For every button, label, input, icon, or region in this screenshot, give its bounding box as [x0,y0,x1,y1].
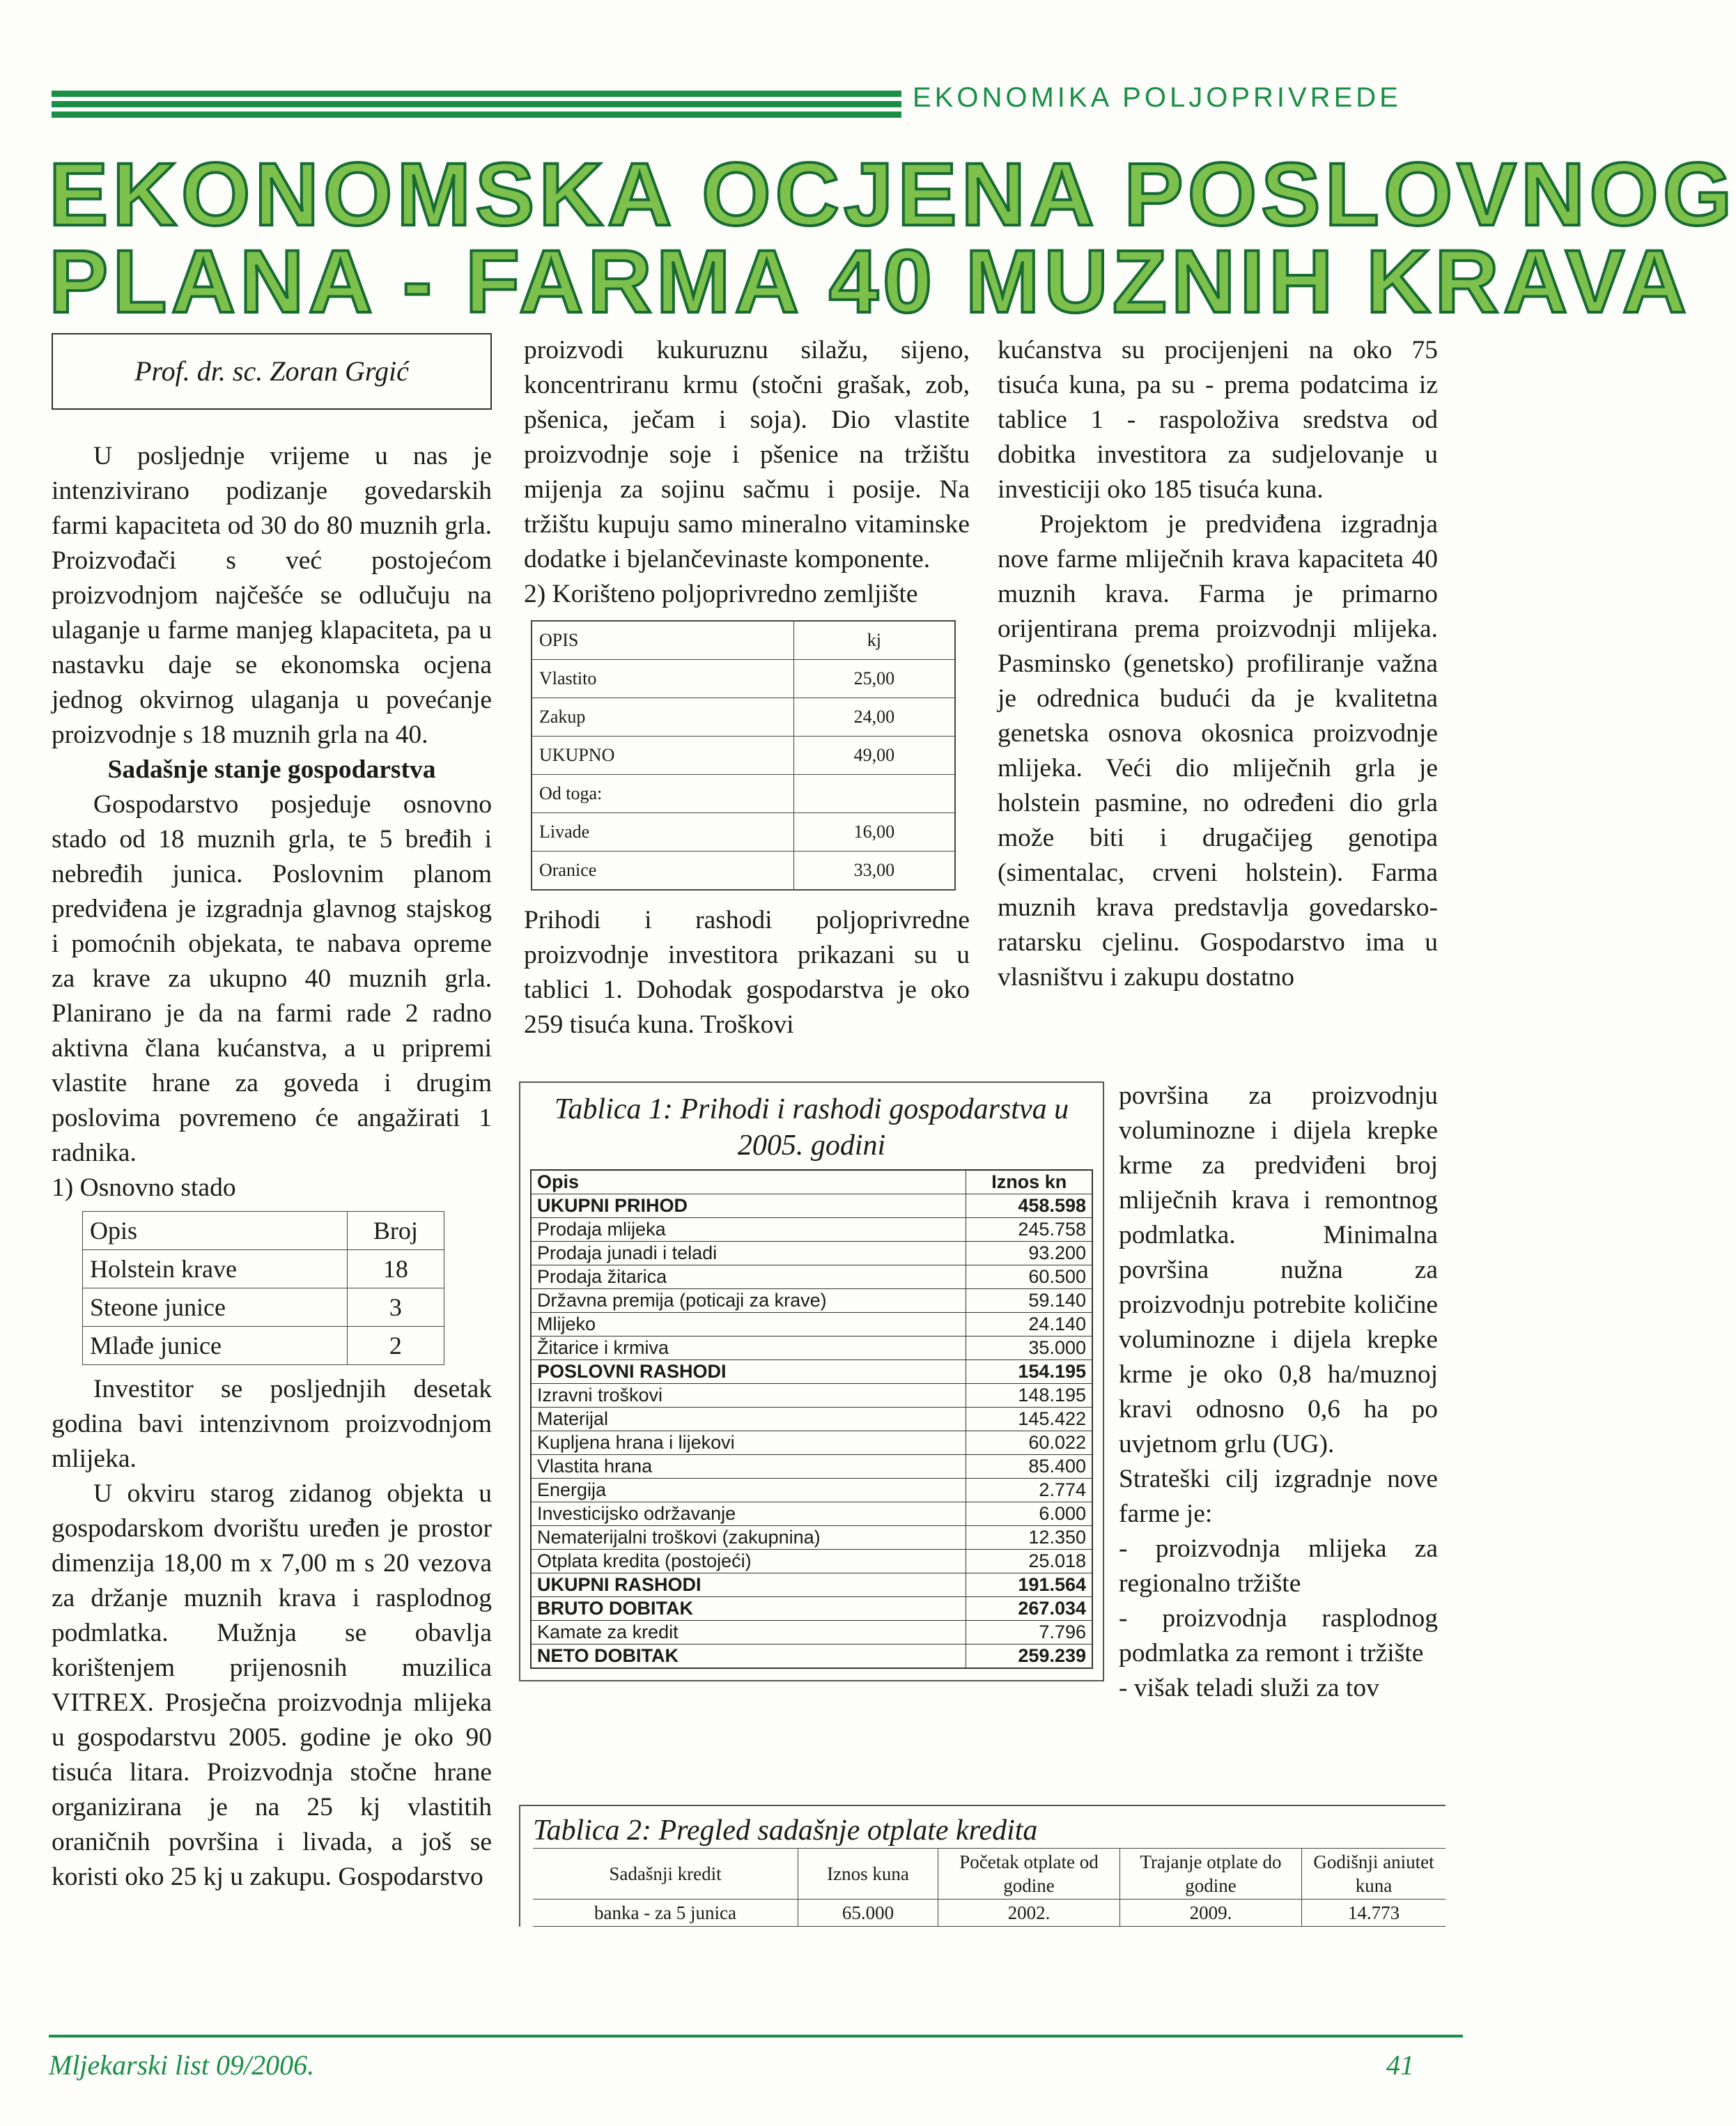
table-cell: Energija [531,1479,966,1502]
table-cell: 7.796 [966,1621,1092,1644]
table-cell: 49,00 [793,737,955,775]
table-cell: Otplata kredita (postojeći) [531,1550,966,1573]
table-cell: UKUPNI RASHODI [531,1573,966,1597]
table-cell: 191.564 [966,1573,1092,1597]
table-cell: 3 [347,1288,444,1327]
paragraph: Gospodarstvo posjeduje osnovno stado od 18 muznih grla, te 5 bređih i nebređih junica. Poslovnim planom predviđena je izgradnja glavnog stajskog i pomoćnih objekata, te nabava opreme za krave za ukupno 40 muznih grla. Planirano je da na farmi rade 2 radno aktivna člana kućanstva, a u pripremi vlastite hrane za goveda i drugim poslovima povremeno će angažirati 1 radnika. [52,790,492,1167]
table-cell: Mlijeko [531,1313,966,1337]
table-row [531,1360,1092,1384]
table-cell: Nematerijalni troškovi (zakupnina) [531,1526,966,1550]
table-cell: 267.034 [966,1597,1092,1621]
table-cell [793,775,955,813]
paragraph: Projektom je predviđena izgradnja nove farme mliječnih krava kapaciteta 40 muznih krava. Farma je primarno orijentirana prema proizvodnji mlijeka. Pasminsko (genetsko) profiliranje važna je odrednica budući da je kvalitetna genetska osnova okosnica proizvodnje mlijeka. Veći dio mliječnih grla je holstein pasmine, no određeni dio grla može biti i drugačijeg genotipa (simentalac, crveni holstein). Farma muznih krava predstavlja govedarsko-ratarsku cjelinu. Gospodarstvo ima u vlasništvu i zakupu dostatno [998,510,1438,992]
table-cell: 259.239 [966,1644,1092,1669]
list-item: - proizvodnja rasplodnog podmlatka za remont i tržište [1119,1604,1438,1667]
table-cell: 24.140 [966,1313,1092,1337]
table-cell: 24,00 [793,698,955,737]
table-header: Sadašnji kredit [533,1849,798,1900]
table-cell: 33,00 [793,852,955,891]
table-cell: 145.422 [966,1408,1092,1431]
table-cell: banka - za 5 junica [533,1900,798,1927]
author: Prof. dr. sc. Zoran Grgić [52,333,492,410]
header-rule [52,91,901,122]
table-row [531,1313,1092,1337]
page-number: 41 [1386,2049,1414,2081]
table-row [531,1597,1092,1621]
table-row [531,1502,1092,1526]
table-cell: 16,00 [793,813,955,852]
table-header: kj [793,621,955,660]
table-2-caption: Tablica 2: Pregled sadašnje otplate kredita [533,1815,1038,1847]
table-cell: Holstein krave [83,1250,348,1288]
table-cell: Steone junice [83,1288,348,1327]
table-header: Opis [83,1212,348,1250]
table-row [531,1526,1092,1550]
table-2 [533,1848,1446,1927]
goal-list [1119,1532,1438,1706]
table-cell: Zakup [532,698,793,737]
column-1 [52,439,492,1895]
table-header: OPIS [532,621,793,660]
table-cell: 25,00 [793,660,955,698]
column-3 [998,333,1438,995]
table-cell: 60.500 [966,1265,1092,1289]
table-cell: 93.200 [966,1242,1092,1265]
column-3-continued [1119,1079,1438,1706]
table-cell: Mlađe junice [83,1327,348,1365]
table-row [531,1194,1092,1218]
footer-publication: Mljekarski list 09/2006. [49,2049,315,2081]
list-label: 1) Osnovno stado [52,1173,236,1202]
table-cell: Žitarice i krmiva [531,1337,966,1360]
table-cell: Kamate za kredit [531,1621,966,1644]
table-cell: BRUTO DOBITAK [531,1597,966,1621]
table-row [531,1408,1092,1431]
section-label: EKONOMIKA POLJOPRIVREDE [913,82,1402,113]
footer-rule [49,2035,1463,2038]
paragraph: Investitor se posljednjih desetak godina bavi intenzivnom proizvodnjom mlijeka. [52,1375,492,1473]
table-cell: 59.140 [966,1289,1092,1313]
table-1-caption: Tablica 1: Prihodi i rashodi gospodarstva u 2005. godini [554,1093,1069,1162]
table-cell: Livade [532,813,793,852]
table-cell: 18 [347,1250,444,1288]
paragraph: Strateški cilj izgradnje nove farme je: [1119,1465,1438,1528]
title-line-1: EKONOMSKA OCJENA POSLOVNOG [49,145,1736,245]
table-2-box [519,1805,1446,1927]
table-header: Iznos kuna [798,1849,938,1900]
table-cell: 154.195 [966,1360,1092,1384]
table-cell: 60.022 [966,1431,1092,1455]
table-row [531,1265,1092,1289]
table-cell: 85.400 [966,1455,1092,1479]
land-table [531,620,956,891]
table-1 [530,1169,1093,1669]
table-cell: Izravni troškovi [531,1384,966,1408]
table-cell: Prodaja junadi i teladi [531,1242,966,1265]
table-cell: Od toga: [532,775,793,813]
table-cell: Prodaja mlijeka [531,1218,966,1242]
table-header: Iznos kn [966,1170,1092,1194]
table-cell: 14.773 [1302,1900,1446,1927]
table-row [531,1644,1092,1669]
table-cell: 2002. [938,1900,1120,1927]
table-cell: UKUPNO [532,737,793,775]
table-row [531,1550,1092,1573]
table-row [531,1384,1092,1408]
table-cell: Kupljena hrana i lijekovi [531,1431,966,1455]
list-label: 2) Korišteno poljoprivredno zemljište [524,580,918,608]
table-cell: 65.000 [798,1900,938,1927]
table-cell: 2.774 [966,1479,1092,1502]
table-cell: Vlastito [532,660,793,698]
table-header: Trajanje otplate do godine [1120,1849,1302,1900]
table-1-box [519,1081,1104,1681]
paragraph: kućanstva su procijenjeni na oko 75 tisuća kuna, pa su - prema podatcima iz tablice 1 - raspoloživa sredstva od dobitka investitora za sudjelovanje u investiciji oko 185 tisuća kuna. [998,336,1438,504]
table-row [531,1337,1092,1360]
table-row [531,1621,1092,1644]
table-cell: Materijal [531,1408,966,1431]
table-row [531,1479,1092,1502]
table-cell: Državna premija (poticaji za krave) [531,1289,966,1313]
table-cell: UKUPNI PRIHOD [531,1194,966,1218]
table-row [531,1573,1092,1597]
table-cell: POSLOVNI RASHODI [531,1360,966,1384]
table-cell: 12.350 [966,1526,1092,1550]
subheading: Sadašnje stanje gospodarstva [107,755,436,784]
table-header: Godišnji aniutet kuna [1302,1849,1446,1900]
table-cell: 148.195 [966,1384,1092,1408]
table-cell: Investicijsko održavanje [531,1502,966,1526]
paragraph: površina za proizvodnju voluminozne i dijela krepke krme za predviđeni broj mliječnih krava i remontnog podmlatka. Minimalna površina nužna za proizvodnju potrebite količine voluminozne i dijela krepke krme je oko 0,8 ha/muznoj kravi odnosno 0,6 ha po uvjetnom grlu (UG). [1119,1081,1438,1458]
list-item: - višak teladi služi za tov [1119,1674,1379,1702]
table-header: Opis [531,1170,966,1194]
table-row [531,1218,1092,1242]
table-cell: 458.598 [966,1194,1092,1218]
table-row [531,1431,1092,1455]
table-cell: Prodaja žitarica [531,1265,966,1289]
table-cell: 25.018 [966,1550,1092,1573]
paragraph: U posljednje vrijeme u nas je intenzivirano podizanje govedarskih farmi kapaciteta od 30 do 80 muznih grla. Proizvođači s već postojećom proizvodnjom najčešće se odlučuju na ulaganje u farme manjeg klapaciteta, pa u nastavku daje se ekonomska ocjena jednog okvirnog ulaganja u povećanje proizvodnje s 18 muznih grla na 40. [52,442,492,749]
table-cell: Vlastita hrana [531,1455,966,1479]
title-line-2: PLANA - FARMA 40 MUZNIH KRAVA [49,232,1691,332]
herd-table [82,1211,444,1365]
table-cell: 6.000 [966,1502,1092,1526]
paragraph: U okviru starog zidanog objekta u gospodarskom dvorištu uređen je prostor dimenzija 18,00 m x 7,00 m s 20 vezova za držanje muznih krava i rasplodnog podmlatka. Mužnja se obavlja korištenjem prijenosnih muzilica VITREX. Prosječna proizvodnja mlijeka u gospodarstvu 2005. godine je oko 90 tisuća litara. Proizvodnja stočne hrane organizirana je na 25 kj vlastitih oraničnih površina i livada, a još se koristi oko 25 kj u zakupu. Gospodarstvo [52,1479,492,1891]
table-cell: NETO DOBITAK [531,1644,966,1669]
table-row [531,1455,1092,1479]
table-header: Broj [347,1212,444,1250]
paragraph: Prihodi i rashodi poljoprivredne proizvodnje investitora prikazani su u tablici 1. Dohodak gospodarstva je oko 259 tisuća kuna. Troškovi [524,906,970,1039]
paragraph: proizvodi kukuruznu silažu, sijeno, koncentriranu krmu (stočni grašak, zob, pšenica, ječam i soja). Dio vlastite proizvodnje soje i pšenice na tržištu mijenja za sojinu sačmu i posije. Na tržištu kupuju samo mineralno vitaminske dodatke i bjelančevinaste komponente. [524,336,970,573]
table-cell: 35.000 [966,1337,1092,1360]
table-cell: Oranice [532,852,793,891]
table-cell: 2 [347,1327,444,1365]
list-item: - proizvodnja mlijeka za regionalno tržište [1119,1534,1438,1598]
column-2 [524,333,970,1042]
table-header: Početak otplate od godine [938,1849,1120,1900]
table-cell: 245.758 [966,1218,1092,1242]
table-row [531,1289,1092,1313]
table-cell: 2009. [1120,1900,1302,1927]
table-row [531,1242,1092,1265]
